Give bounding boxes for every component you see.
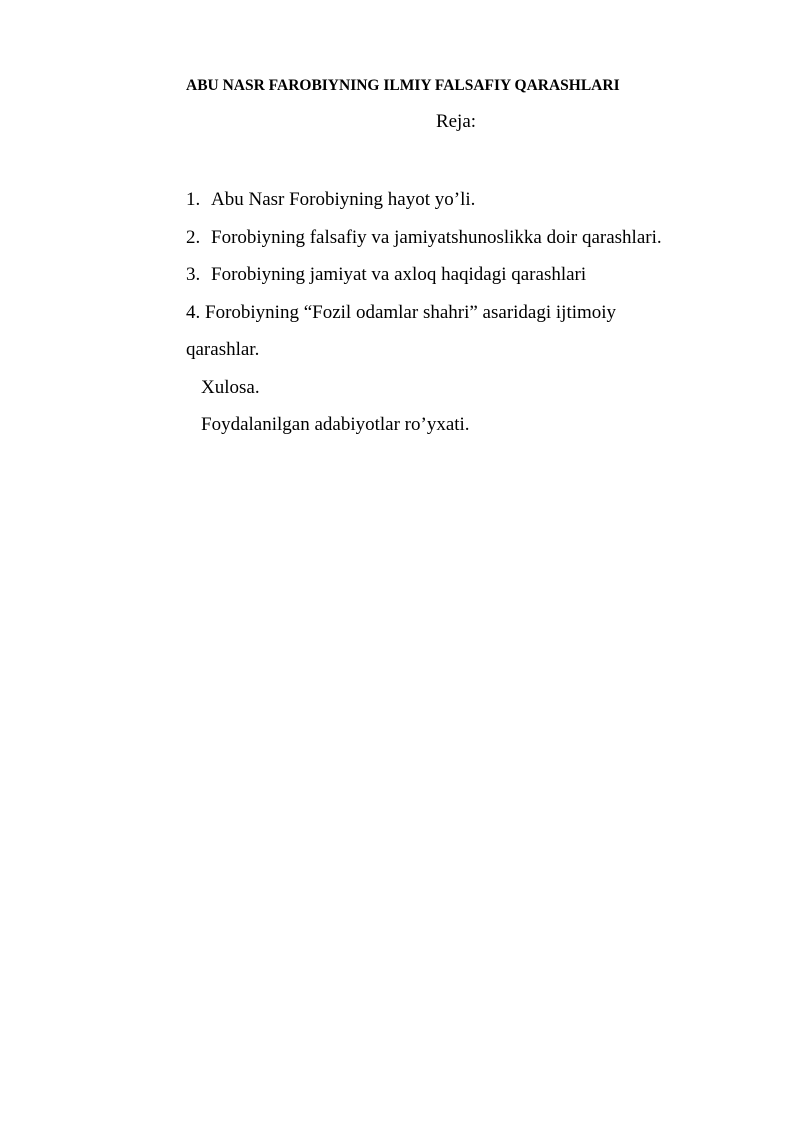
plan-item-continuation-text: qarashlar. [186, 339, 260, 360]
plan-item-text: Forobiyning jamiyat va axloq haqidagi qarashlari [211, 264, 587, 285]
plan-heading: Reja: [435, 111, 477, 132]
plan-item-4-continuation [186, 331, 746, 369]
conclusion-text: Xulosa. [201, 376, 260, 398]
plan-item-number: 2. [186, 226, 201, 248]
plan-item-number: 4. [186, 301, 201, 323]
conclusion-item [186, 369, 746, 407]
plan-item-number: 1. [186, 189, 201, 210]
plan-item-text: Forobiyning “Fozil odamlar shahri” asaridagi ijtimoiy [205, 301, 617, 323]
plan-item-3 [186, 256, 746, 294]
plan-item-2 [186, 219, 746, 257]
document-title: ABU NASR FAROBIYNING ILMIY FALSAFIY QARASHLARI [186, 77, 620, 94]
plan-item-1 [186, 181, 746, 219]
plan-item-text: Abu Nasr Forobiyning hayot yo’li. [211, 189, 476, 210]
plan-item-number: 3. [186, 264, 201, 285]
plan-list [186, 181, 746, 444]
references-item [186, 406, 746, 444]
plan-item-4 [186, 294, 746, 332]
references-text: Foydalanilgan adabiyotlar ro’yxati. [201, 414, 470, 435]
plan-item-text: Forobiyning falsafiy va jamiyatshunoslikka doir qarashlari. [211, 226, 662, 248]
